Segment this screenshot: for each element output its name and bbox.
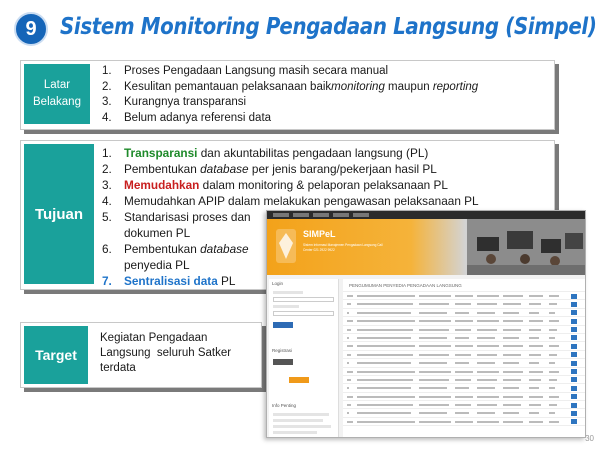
row-action-button[interactable]: [571, 335, 577, 340]
register-heading: Registrasi: [272, 348, 293, 353]
table-row[interactable]: [343, 317, 585, 325]
list-item: 7. Sentralisasi data PL: [102, 274, 236, 288]
table-row[interactable]: [343, 384, 585, 392]
table-row[interactable]: [343, 418, 585, 426]
row-action-button[interactable]: [571, 377, 577, 382]
list-item: 6. Pembentukan database: [102, 242, 249, 256]
office-photo: [467, 219, 586, 275]
latar-belakang-label: [24, 64, 90, 124]
slide-number-badge: [14, 12, 48, 46]
row-action-button[interactable]: [571, 411, 577, 416]
table-row[interactable]: [343, 393, 585, 401]
daftar-button[interactable]: [273, 359, 293, 365]
table-row[interactable]: [343, 376, 585, 384]
row-action-button[interactable]: [571, 419, 577, 424]
page-number: 30: [585, 434, 594, 443]
table-row[interactable]: [343, 342, 585, 350]
list-item: 1. Transparansi dan akuntabilitas pengadaan langsung (PL): [102, 146, 429, 160]
table-row[interactable]: [343, 359, 585, 367]
list-item: 2. Pembentukan database per jenis barang/pekerjaan hasil PL: [102, 162, 437, 176]
row-action-button[interactable]: [571, 327, 577, 332]
target-label: Target: [24, 326, 88, 384]
row-action-button[interactable]: [571, 294, 577, 299]
row-action-button[interactable]: [571, 344, 577, 349]
register-button[interactable]: [289, 377, 309, 383]
table-row[interactable]: [343, 300, 585, 308]
login-button[interactable]: [273, 322, 293, 328]
app-brand: SIMPeL: [303, 229, 336, 239]
login-heading: Login: [272, 281, 284, 286]
target-text: Kegiatan Pengadaan Langsung seluruh Satker terdata: [100, 332, 232, 374]
simpel-app-screenshot: [266, 210, 586, 438]
username-field[interactable]: [273, 297, 334, 302]
list-item-continuation: penyedia PL: [124, 258, 190, 272]
table-row[interactable]: [343, 401, 585, 409]
row-action-button[interactable]: [571, 319, 577, 324]
app-subtitle: Sistem Informasi Manajemen Pengadaan Langsung Call Center 021 2922 9922: [303, 243, 383, 252]
row-action-button[interactable]: [571, 394, 577, 399]
app-sidebar: [269, 279, 339, 438]
list-item: 3. Memudahkan dalam monitoring & pelaporan pelaksanaan PL: [102, 178, 448, 192]
slide-title: Sistem Monitoring Pengadaan Langsung (Simpel): [60, 14, 597, 40]
list-item: 2. Kesulitan pemantauan pelaksanaan baik monitoring maupun reporting: [102, 80, 479, 93]
row-action-button[interactable]: [571, 361, 577, 366]
simpel-logo-icon: [273, 223, 299, 269]
password-field[interactable]: [273, 311, 334, 316]
app-main-panel: [343, 279, 585, 438]
list-item: 4. Memudahkan APIP dalam melakukan pengawasan pelaksanaan PL: [102, 194, 479, 208]
announcement-table: [343, 292, 585, 426]
latar-label-line1: Latar: [43, 79, 71, 91]
list-item: 5. Standarisasi proses dan: [102, 210, 251, 224]
list-item: 1. Proses Pengadaan Langsung masih secara manual: [102, 65, 389, 77]
row-action-button[interactable]: [571, 403, 577, 408]
table-row[interactable]: [343, 309, 585, 317]
list-item: 4. Belum adanya referensi data: [102, 111, 272, 124]
table-row[interactable]: [343, 409, 585, 417]
announcement-title: PENGUMUMAN PENYEDIA PENGADAAN LANGSUNG: [343, 279, 585, 292]
slide-number: 9: [25, 17, 37, 40]
table-row[interactable]: [343, 292, 585, 300]
latar-label-line2: Belakang: [33, 96, 81, 108]
app-top-menu: [267, 211, 586, 219]
row-action-button[interactable]: [571, 302, 577, 307]
table-row[interactable]: [343, 326, 585, 334]
list-item: 3. Kurangnya transparansi: [102, 96, 247, 108]
table-row[interactable]: [343, 334, 585, 342]
list-item-continuation: dokumen PL: [124, 226, 191, 240]
app-banner: [267, 219, 586, 275]
table-row[interactable]: [343, 368, 585, 376]
info-heading: Info Penting: [272, 403, 297, 408]
row-action-button[interactable]: [571, 352, 577, 357]
row-action-button[interactable]: [571, 369, 577, 374]
tujuan-label: Tujuan: [24, 144, 94, 284]
row-action-button[interactable]: [571, 386, 577, 391]
row-action-button[interactable]: [571, 310, 577, 315]
latar-belakang-list: [102, 64, 478, 126]
table-row[interactable]: [343, 351, 585, 359]
